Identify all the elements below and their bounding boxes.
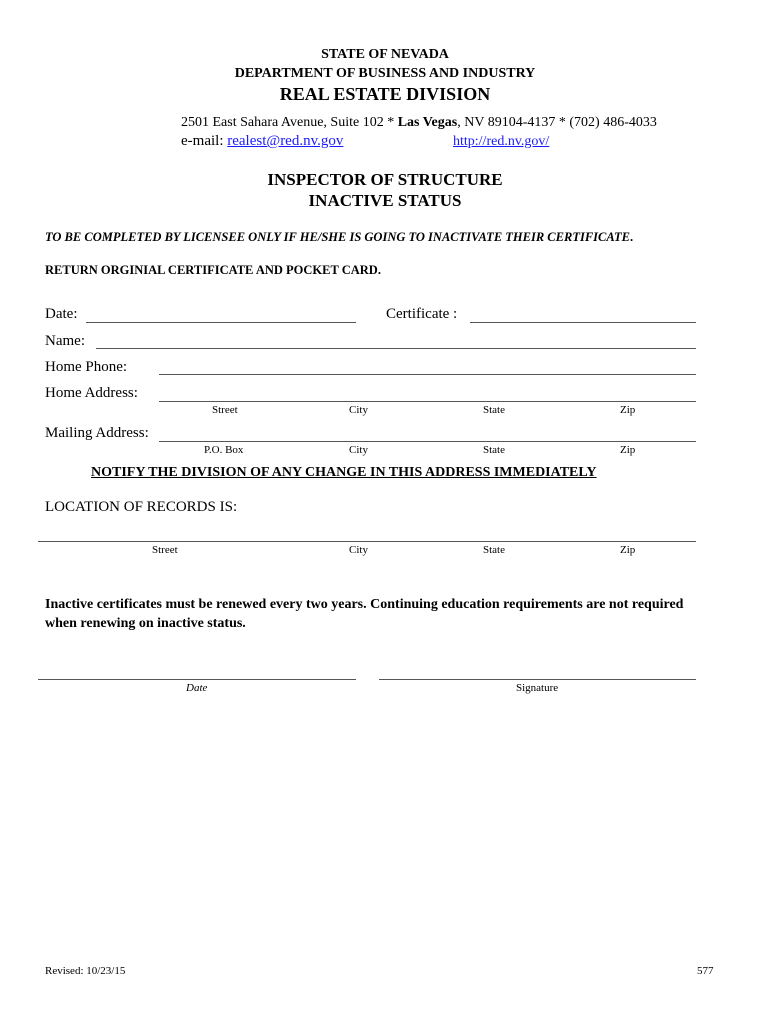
division-name: REAL ESTATE DIVISION — [279, 84, 491, 104]
mailing-address-label: Mailing Address: — [45, 425, 149, 441]
records-zip-caption: Zip — [620, 544, 636, 556]
name-label: Name: — [45, 333, 85, 349]
home-address-zip-caption: Zip — [620, 404, 636, 416]
home-address-city-caption: City — [349, 404, 368, 416]
form-title: INSPECTOR OF STRUCTURE — [267, 170, 503, 189]
email-line — [181, 133, 343, 150]
signature-line[interactable] — [379, 679, 696, 680]
mailing-address-state-caption: State — [483, 444, 505, 456]
revision-date: Revised: 10/23/15 — [45, 965, 126, 977]
renewal-note: Inactive certificates must be renewed every two years. Continuing education requirements are not required when renewing on inactive status. — [45, 597, 684, 631]
website-link[interactable]: http://red.nv.gov/ — [453, 134, 550, 149]
notify-change-notice: NOTIFY THE DIVISION OF ANY CHANGE IN THIS ADDRESS IMMEDIATELY — [91, 465, 597, 480]
home-phone-label: Home Phone: — [45, 359, 128, 375]
division-address — [181, 115, 657, 131]
department-name: DEPARTMENT OF BUSINESS AND INDUSTRY — [234, 66, 536, 81]
date-signature-caption: Date — [186, 682, 208, 694]
licensee-instruction — [45, 230, 633, 245]
form-subtitle: INACTIVE STATUS — [308, 191, 462, 210]
date-input-line[interactable] — [86, 322, 356, 323]
certificate-label: Certificate : — [386, 306, 458, 322]
mailing-address-input-line[interactable] — [159, 441, 696, 442]
home-address-street-caption: Street — [212, 404, 238, 416]
records-location-label: LOCATION OF RECORDS IS: — [45, 499, 238, 515]
date-label: Date: — [45, 306, 78, 322]
email-label: e-mail: — [181, 133, 228, 149]
email-link[interactable]: realest@red.nv.gov — [227, 133, 344, 149]
date-signature-line[interactable] — [38, 679, 356, 680]
state-name: STATE OF NEVADA — [321, 47, 449, 62]
address-zip-phone: , NV 89104-4137 * (702) 486-4033 — [457, 115, 657, 130]
mailing-address-pobox-caption: P.O. Box — [204, 444, 244, 456]
mailing-address-city-caption: City — [349, 444, 368, 456]
records-state-caption: State — [483, 544, 505, 556]
records-city-caption: City — [349, 544, 368, 556]
records-location-input-line[interactable] — [38, 541, 696, 542]
home-address-input-line[interactable] — [159, 401, 696, 402]
home-phone-input-line[interactable] — [159, 374, 696, 375]
address-street: 2501 East Sahara Avenue, Suite 102 * — [181, 115, 398, 130]
home-address-label: Home Address: — [45, 385, 138, 401]
home-address-state-caption: State — [483, 404, 505, 416]
address-city: Las Vegas — [397, 115, 458, 130]
name-input-line[interactable] — [96, 348, 696, 349]
licensee-instruction-text: TO BE COMPLETED BY LICENSEE ONLY IF HE/SHE IS GOING TO INACTIVATE THEIR CERTIFICATE — [45, 230, 630, 244]
form-number: 577 — [697, 965, 714, 977]
return-instruction: RETURN ORGINIAL CERTIFICATE AND POCKET CARD. — [45, 263, 381, 277]
certificate-input-line[interactable] — [470, 322, 696, 323]
licensee-instruction-period: . — [629, 230, 634, 244]
records-street-caption: Street — [152, 544, 178, 556]
signature-caption: Signature — [516, 682, 559, 694]
mailing-address-zip-caption: Zip — [620, 444, 636, 456]
